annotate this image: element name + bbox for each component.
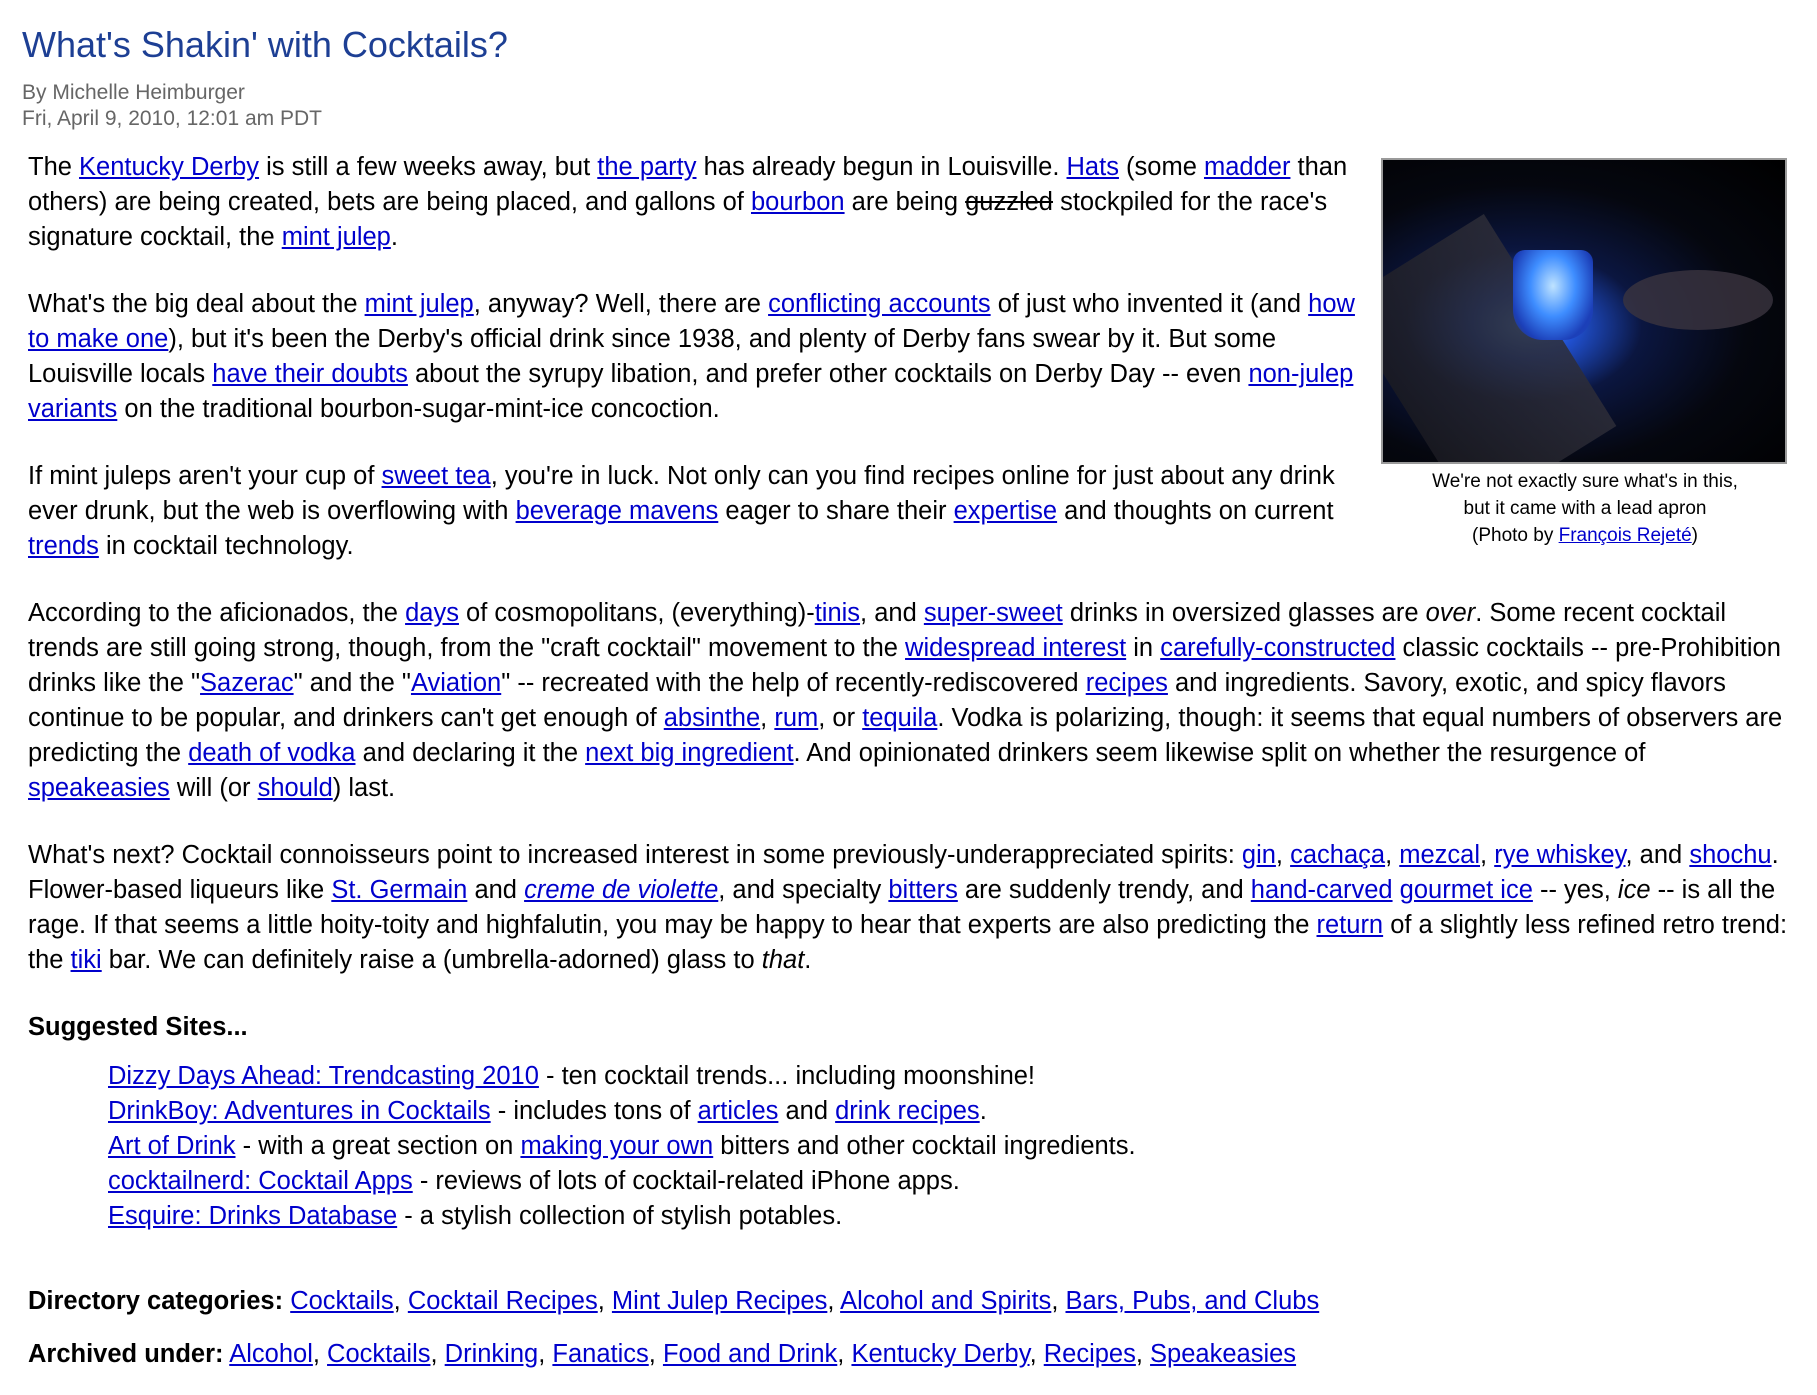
link-aviation[interactable]: Aviation [410,669,502,697]
link-expertise[interactable]: expertise [953,497,1058,525]
link-rye-whiskey[interactable]: rye whiskey [1494,841,1626,869]
category-link-fanatics[interactable]: Fanatics [552,1340,649,1368]
link-tequila[interactable]: tequila [862,704,938,732]
text-run: is still a few weeks away, but [259,153,598,181]
text-run: , you're in luck. Not only can you find recipes online for just about any drink ever drunk, but the web is overflowing with [28,462,1335,525]
text-run: What's next? Cocktail connoisseurs point to increased interest in some previously-underappreciated spirits: [28,841,1242,869]
text-run: , or [818,704,863,732]
category-link-drinking[interactable]: Drinking [444,1340,539,1368]
text-run: in [1126,634,1161,662]
article-paragraph [28,459,1383,564]
page-title: What's Shakin' with Cocktails? [22,24,508,65]
text-run: and ingredients. Savory, exotic, and spicy flavors continue to be popular, and drinkers can't get enough of [28,669,1726,732]
text-run: has already begun in Louisville. [696,153,1067,181]
text-run: - reviews of lots of cocktail-related iPhone apps. [412,1167,960,1195]
list-separator: , [1029,1340,1044,1368]
list-separator: , [538,1340,553,1368]
link-next-big-ingredient[interactable]: next big ingredient [585,739,794,767]
suggested-site-item [108,1164,1788,1199]
text-run: are suddenly trendy, and [957,876,1251,904]
directory-label: Directory categories: [28,1287,284,1315]
category-link-cocktails[interactable]: Cocktails [327,1340,431,1368]
text-run: " and the " [293,669,411,697]
link-have-their-doubts[interactable]: have their doubts [212,360,408,388]
archived-label: Archived under: [28,1340,224,1368]
link-mezcal[interactable]: mezcal [1399,841,1481,869]
text-run: than others) are being created, bets are being placed, and gallons of [28,153,1348,216]
link-recipes[interactable]: recipes [1085,669,1168,697]
archived-links [229,1340,1296,1368]
emphasis-text: ice [1617,876,1651,904]
link-st-germain[interactable]: St. Germain [331,876,468,904]
text-run: bitters and other cocktail ingredients. [713,1132,1136,1160]
caption-credit-suffix: ) [1691,525,1698,546]
link-super-sweet[interactable]: super-sweet [923,599,1063,627]
text-run: (some [1118,153,1204,181]
list-separator: , [1135,1340,1151,1368]
text-run: , and [1625,841,1690,869]
link-beverage-mavens[interactable]: beverage mavens [515,497,719,525]
text-run: -- yes, [1532,876,1618,904]
category-link-kentucky-derby[interactable]: Kentucky Derby [851,1340,1030,1368]
category-link-alcohol[interactable]: Alcohol [229,1340,313,1368]
text-run: ), but it's been the Derby's official drink since 1938, and plenty of Derby fans swear by it. But some Louisville locals [28,325,1277,388]
list-separator: , [837,1340,852,1368]
photographer-link[interactable]: François Rejeté [1558,525,1692,546]
text-run: - includes tons of [490,1097,698,1125]
link-art-of-drink[interactable]: Art of Drink [108,1132,236,1160]
link-kentucky-derby[interactable]: Kentucky Derby [79,153,260,181]
link-sweet-tea[interactable]: sweet tea [381,462,491,490]
category-link-food-and-drink[interactable]: Food and Drink [662,1340,838,1368]
link-death-of-vodka[interactable]: death of vodka [188,739,356,767]
text-run: - a stylish collection of stylish potables. [397,1202,843,1230]
text-run: , [1275,841,1291,869]
link-gin[interactable]: gin [1241,841,1276,869]
text-run: and [467,876,525,904]
link-madder[interactable]: madder [1203,153,1291,181]
category-link-speakeasies[interactable]: Speakeasies [1150,1340,1297,1368]
text-run: What's the big deal about the [28,290,365,318]
link-making-your-own[interactable]: making your own [520,1132,714,1160]
directory-links [290,1287,1319,1315]
text-run: , [1385,841,1400,869]
text-run: bar. We can definitely raise a (umbrella-adorned) glass to [101,946,762,974]
link-bitters[interactable]: bitters [888,876,958,904]
link-creme-de-violette[interactable]: creme de violette [524,876,719,904]
text-run: and thoughts on current [1057,497,1334,525]
text-run [1393,876,1400,904]
link-how-to-make-one[interactable]: how to make one [28,290,1355,353]
text-run: classic cocktails -- pre-Prohibition drinks like the " [28,634,1781,697]
link-bourbon[interactable]: bourbon [750,188,845,216]
link-drinkboy-adventures-in-cocktails[interactable]: DrinkBoy: Adventures in Cocktails [108,1097,491,1125]
link-esquire-drinks-database[interactable]: Esquire: Drinks Database [108,1202,398,1230]
article-body [28,150,1788,1390]
list-separator: , [312,1340,328,1368]
link-speakeasies[interactable]: speakeasies [28,774,170,802]
link-cocktailnerd-cocktail-apps[interactable]: cocktailnerd: Cocktail Apps [108,1167,413,1195]
text-run: and [778,1097,836,1125]
text-run: , and [860,599,924,627]
directory-categories [28,1284,1788,1319]
link-rum[interactable]: rum [774,704,819,732]
suggested-site-item [108,1059,1788,1094]
caption-credit-prefix: (Photo by [1472,525,1559,546]
link-carefully-constructed[interactable]: carefully-constructed [1160,634,1396,662]
link-return[interactable]: return [1316,911,1384,939]
link-mint-julep[interactable]: mint julep [281,223,391,251]
emphasis-text: over [1425,599,1476,627]
list-separator: , [430,1340,445,1368]
article-paragraph [28,287,1383,427]
text-run: . Flower-based liqueurs like [28,841,1779,904]
list-separator: , [597,1287,612,1315]
text-run: , anyway? Well, there are [473,290,769,318]
text-run: stockpiled for the race's signature cocktail, the [28,188,1328,251]
author: By Michelle Heimburger [22,81,245,104]
link-tiki[interactable]: tiki [70,946,102,974]
text-run: . [979,1097,987,1125]
category-link-bars-pubs-and-clubs[interactable]: Bars, Pubs, and Clubs [1065,1287,1320,1315]
link-should[interactable]: should [257,774,333,802]
text-run: . And opinionated drinkers seem likewise split on whether the resurgence of [793,739,1646,767]
category-link-mint-julep-recipes[interactable]: Mint Julep Recipes [611,1287,828,1315]
link-conflicting-accounts[interactable]: conflicting accounts [768,290,991,318]
strikethrough-text: guzzled [965,188,1053,216]
caption-line: We're not exactly sure what's in this, [1432,471,1738,492]
byline [22,80,322,132]
text-run: -- is all the rage. If that seems a little hoity-toity and highfalutin, you may be happy to hear that experts are also predicting the [28,876,1776,939]
list-separator: , [393,1287,408,1315]
publish-date: Fri, April 9, 2010, 12:01 am PDT [22,107,322,130]
text-run: According to the aficionados, the [28,599,406,627]
link-hats[interactable]: Hats [1066,153,1119,181]
text-run: . [390,223,398,251]
list-separator: , [648,1340,663,1368]
list-separator: , [827,1287,841,1315]
text-run: are being [844,188,966,216]
suggested-sites-list [108,1059,1788,1234]
link-drink-recipes[interactable]: drink recipes [835,1097,980,1125]
category-link-alcohol-and-spirits[interactable]: Alcohol and Spirits [840,1287,1052,1315]
text-run: drinks in oversized glasses are [1062,599,1426,627]
text-run: will (or [169,774,258,802]
text-run: , and specialty [718,876,889,904]
category-link-recipes[interactable]: Recipes [1043,1340,1136,1368]
text-run: eager to share their [718,497,954,525]
text-run: of a slightly less refined retro trend: the [28,911,1788,974]
link-shochu[interactable]: shochu [1689,841,1772,869]
caption-line: but it came with a lead apron [1463,498,1707,519]
text-run: . [804,946,812,974]
text-run: ) last. [332,774,396,802]
text-run: . Some recent cocktail trends are still going strong, though, from the "craft cocktail" movement to the [28,599,1727,662]
link-days[interactable]: days [405,599,459,627]
text-run: and declaring it the [355,739,586,767]
text-run: of just who invented it (and [990,290,1309,318]
suggested-site-item [108,1094,1788,1129]
link-hand-carved[interactable]: hand-carved [1250,876,1393,904]
text-run: , [1480,841,1495,869]
link-gourmet-ice[interactable]: gourmet ice [1399,876,1533,904]
category-link-cocktails[interactable]: Cocktails [290,1287,394,1315]
text-run: of cosmopolitans, (everything)- [458,599,815,627]
text-run: - ten cocktail trends... including moonshine! [538,1062,1036,1090]
text-run: - with a great section on [235,1132,521,1160]
link-widespread-interest[interactable]: widespread interest [905,634,1127,662]
link-absinthe[interactable]: absinthe [663,704,761,732]
suggested-site-item [108,1199,1788,1234]
text-run: If mint juleps aren't your cup of [28,462,382,490]
text-run: " -- recreated with the help of recently-rediscovered [501,669,1086,697]
text-run: The [28,153,80,181]
article-paragraph [28,150,1383,255]
article-paragraph [28,838,1788,978]
link-mint-julep[interactable]: mint julep [364,290,474,318]
link-the-party[interactable]: the party [597,153,697,181]
text-run: . Vodka is polarizing, though: it seems that equal numbers of observers are predicting the [28,704,1783,767]
list-separator: , [1051,1287,1066,1315]
link-trends[interactable]: trends [28,532,99,560]
suggested-site-item [108,1129,1788,1164]
archived-under [28,1337,1788,1372]
text-run: on the traditional bourbon-sugar-mint-ice concoction. [117,395,720,423]
text-run: , [760,704,775,732]
suggested-sites-heading: Suggested Sites... [28,1013,248,1041]
link-tinis[interactable]: tinis [814,599,861,627]
link-articles[interactable]: articles [697,1097,779,1125]
link-variants[interactable]: variants [28,395,118,423]
text-run: in cocktail technology. [98,532,354,560]
link-sazerac[interactable]: Sazerac [200,669,294,697]
link-cacha-a[interactable]: cachaça [1290,841,1386,869]
emphasis-text: that [761,946,805,974]
text-run: about the syrupy libation, and prefer other cocktails on Derby Day -- even [407,360,1249,388]
link-non-julep[interactable]: non-julep [1248,360,1354,388]
link-dizzy-days-ahead-trendcasting-2010[interactable]: Dizzy Days Ahead: Trendcasting 2010 [108,1062,539,1090]
category-link-cocktail-recipes[interactable]: Cocktail Recipes [407,1287,598,1315]
article-paragraph [28,596,1788,806]
